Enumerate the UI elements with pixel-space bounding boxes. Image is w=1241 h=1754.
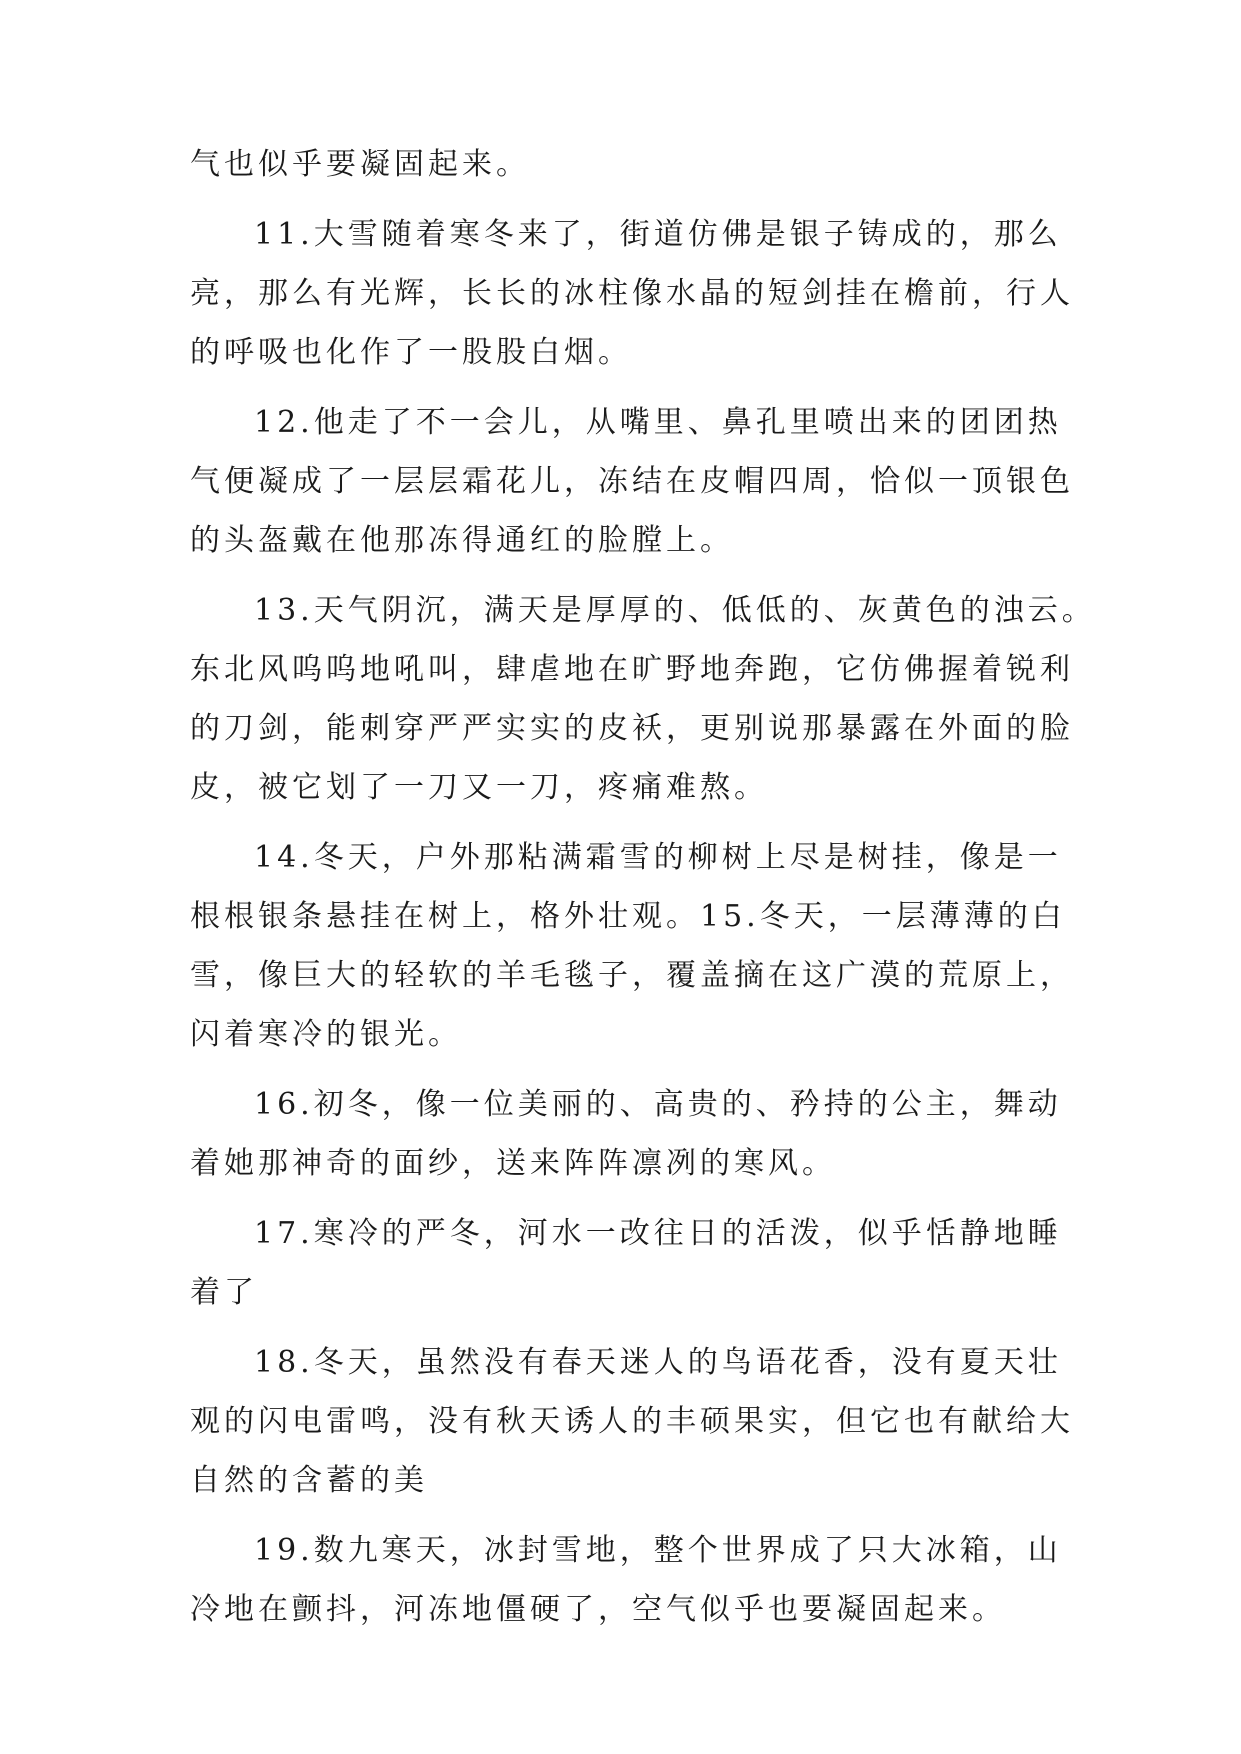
text-line: 皮，被它划了一刀又一刀，疼痛难熬。 bbox=[190, 770, 768, 805]
paragraph-first-line: 16.初冬，像一位美丽的、高贵的、矜持的公主，舞动 bbox=[254, 1087, 1062, 1122]
text-line: 的呼吸也化作了一股股白烟。 bbox=[190, 335, 632, 370]
text-line: 亮，那么有光辉，长长的冰柱像水晶的短剑挂在檐前，行人 bbox=[190, 276, 1074, 311]
paragraph-first-line: 19.数九寒天，冰封雪地，整个世界成了只大冰箱，山 bbox=[254, 1533, 1062, 1568]
paragraph-first-line: 14.冬天，户外那粘满霜雪的柳树上尽是树挂，像是一 bbox=[254, 840, 1062, 875]
text-line: 气也似乎要凝固起来。 bbox=[190, 147, 530, 182]
paragraph-first-line: 17.寒冷的严冬，河水一改往日的活泼，似乎恬静地睡 bbox=[254, 1216, 1062, 1251]
text-line: 自然的含蓄的美 bbox=[190, 1463, 428, 1498]
paragraph-first-line: 13.天气阴沉，满天是厚厚的、低低的、灰黄色的浊云。 bbox=[254, 593, 1096, 628]
paragraph-first-line: 18.冬天，虽然没有春天迷人的鸟语花香，没有夏天壮 bbox=[254, 1345, 1062, 1380]
text-line: 的头盔戴在他那冻得通红的脸膛上。 bbox=[190, 523, 734, 558]
text-line: 冷地在颤抖，河冻地僵硬了，空气似乎也要凝固起来。 bbox=[190, 1592, 1006, 1627]
text-line: 闪着寒冷的银光。 bbox=[190, 1017, 462, 1052]
text-line: 根根银条悬挂在树上，格外壮观。15.冬天，一层薄薄的白 bbox=[190, 899, 1066, 934]
text-line: 雪，像巨大的轻软的羊毛毯子，覆盖摘在这广漠的荒原上， bbox=[190, 958, 1074, 993]
text-line: 东北风呜呜地吼叫，肆虐地在旷野地奔跑，它仿佛握着锐利 bbox=[190, 652, 1074, 687]
text-line: 的刀剑，能刺穿严严实实的皮袄，更别说那暴露在外面的脸 bbox=[190, 711, 1074, 746]
text-line: 观的闪电雷鸣，没有秋天诱人的丰硕果实，但它也有献给大 bbox=[190, 1404, 1074, 1439]
paragraph-first-line: 12.他走了不一会儿，从嘴里、鼻孔里喷出来的团团热 bbox=[254, 405, 1062, 440]
text-line: 着她那神奇的面纱，送来阵阵凛冽的寒风。 bbox=[190, 1146, 836, 1181]
paragraph-first-line: 11.大雪随着寒冬来了，街道仿佛是银子铸成的，那么 bbox=[254, 217, 1062, 252]
text-line: 着了 bbox=[190, 1275, 258, 1310]
text-line: 气便凝成了一层层霜花儿，冻结在皮帽四周，恰似一顶银色 bbox=[190, 464, 1074, 499]
